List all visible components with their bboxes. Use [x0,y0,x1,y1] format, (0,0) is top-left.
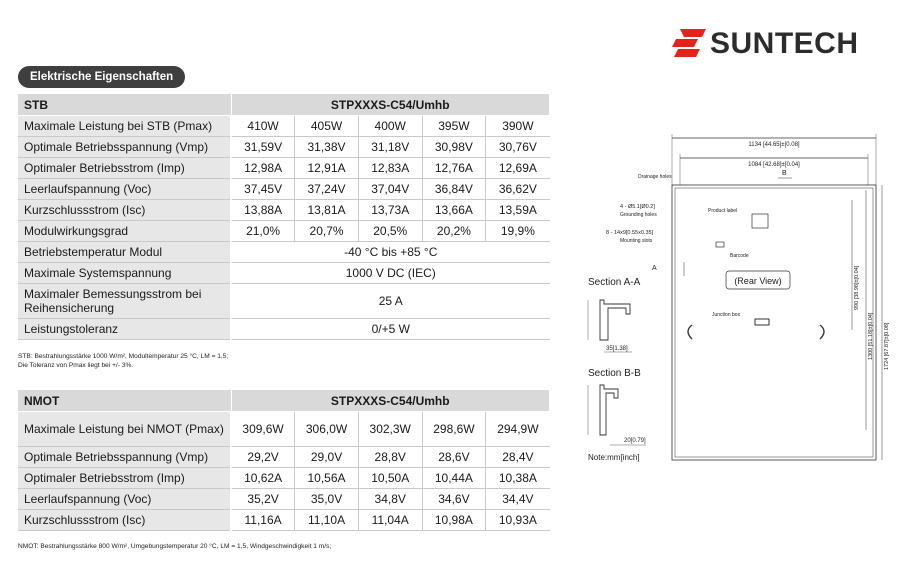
dim-width-outer: 1134 [44.65]±[0.08] [748,142,800,148]
table-row [18,510,550,531]
stc-header-row [18,94,550,116]
row-value: 13,66A [422,200,486,221]
row-value: 35,0V [295,489,359,510]
row-value: 31,18V [358,137,422,158]
unit-note: Note:mm[inch] [588,453,640,462]
row-value: 30,76V [486,137,550,158]
row-value: 37,45V [231,179,295,200]
row-value: 309,6W [231,412,295,447]
row-value: 302,3W [358,412,422,447]
row-value: 21,0% [231,221,295,242]
nmot-header-row [18,390,550,412]
row-label: Optimaler Betriebsstrom (Imp) [18,468,231,489]
row-value: 11,10A [295,510,359,531]
row-label: Leistungstoleranz [18,319,231,340]
row-value: 19,9% [486,221,550,242]
row-value: 13,81A [295,200,359,221]
nmot-model-name: STPXXXS-C54/Umhb [231,390,550,412]
module-frame-inner [675,188,873,457]
row-value: 13,73A [358,200,422,221]
row-value: 12,83A [358,158,422,179]
row-value: 28,8V [358,447,422,468]
product-label-label: Product label [708,208,738,214]
row-value: 13,88A [231,200,295,221]
row-label: Kurzschlussstrom (Isc) [18,200,231,221]
row-value: 11,04A [358,510,422,531]
row-label: Maximale Systemspannung [18,263,231,284]
row-value: 11,16A [231,510,295,531]
row-value: 34,6V [422,489,486,510]
row-label: Leerlaufspannung (Voc) [18,489,231,510]
row-label: Modulwirkungsgrad [18,221,231,242]
table-row [18,179,550,200]
row-value: 20,7% [295,221,359,242]
row-value: 29,0V [295,447,359,468]
row-value: 31,59V [231,137,295,158]
row-value: 10,62A [231,468,295,489]
dim-width-inner: 1084 [42.68]±[0.04] [748,162,800,168]
table-row [18,489,550,510]
grounding-holes-dim: 4 - Ø5.1[Ø0.2] [620,204,655,210]
table-row [18,200,550,221]
table-row [18,158,550,179]
table-row [18,447,550,468]
row-label: Maximale Leistung bei NMOT (Pmax) [18,412,231,447]
stc-note [18,352,228,370]
row-label: Kurzschlussstrom (Isc) [18,510,231,531]
nmot-note: NMOT: Bestrahlungsstärke 800 W/m², Umgebungstemperatur 20 °C, LM = 1,5, Windgeschwindigkeit 1 m/s; [18,543,332,550]
module-dimension-drawing [580,130,900,465]
row-value: 36,62V [486,179,550,200]
junction-box-label: Junction box [712,312,741,318]
dim-1300: 1300 [51.18]±[0.04] [868,312,874,360]
row-value: 29,2V [231,447,295,468]
stc-note-line-2: Die Toleranz von Pmax liegt bei +/- 3%. [18,362,134,369]
section-aa-dim: 35[1.38] [606,346,628,352]
section-title: Elektrische Eigenschaften [18,66,185,88]
row-value: 28,6V [422,447,486,468]
table-row [18,116,550,137]
section-marker-a: A [652,265,657,272]
row-value: 10,56A [295,468,359,489]
row-value: 28,4V [486,447,550,468]
row-value: 10,50A [358,468,422,489]
module-frame-outline [672,185,876,460]
row-label: Betriebstemperatur Modul [18,242,231,263]
mounting-slots-label: Mounting slots [620,238,653,244]
row-value: 20,5% [358,221,422,242]
row-label: Maximale Leistung bei STB (Pmax) [18,116,231,137]
row-label: Optimale Betriebsspannung (Vmp) [18,447,231,468]
nmot-header-label: NMOT [18,390,231,412]
row-value: 34,4V [486,489,550,510]
section-bb-dim: 20[0.79] [624,438,646,444]
stc-header-label: STB [18,94,231,116]
row-value: 12,98A [231,158,295,179]
table-row [18,468,550,489]
section-marker-b: B [782,170,787,177]
row-value: 395W [422,116,486,137]
row-value: 1000 V DC (IEC) [231,263,550,284]
row-value: 12,69A [486,158,550,179]
stc-note-line-1: STB: Bestrahlungsstärke 1000 W/m², Modultemperatur 25 °C, LM = 1,5; [18,353,229,360]
table-row [18,242,550,263]
stc-table [18,94,550,340]
mounting-slots-dim: 8 - 14x9[0.55x0.35] [606,230,654,236]
row-value: -40 °C bis +85 °C [231,242,550,263]
row-value: 12,91A [295,158,359,179]
row-value: 10,98A [422,510,486,531]
row-value: 410W [231,116,295,137]
row-value: 35,2V [231,489,295,510]
row-value: 20,2% [422,221,486,242]
row-label: Optimale Betriebsspannung (Vmp) [18,137,231,158]
nmot-table [18,390,550,531]
row-value: 37,04V [358,179,422,200]
table-row [18,412,550,447]
row-value: 298,6W [422,412,486,447]
row-label: Maximaler Bemessungsstrom bei Reihensicherung [18,284,231,319]
row-value: 10,93A [486,510,550,531]
row-value: 306,0W [295,412,359,447]
brand-name: SUNTECH [710,27,859,60]
table-row [18,284,550,319]
section-aa-label: Section A-A [588,277,641,288]
row-label: Leerlaufspannung (Voc) [18,179,231,200]
table-row [18,137,550,158]
barcode-label: Barcode [730,253,749,259]
row-value: 405W [295,116,359,137]
row-label: Optimaler Betriebsstrom (Imp) [18,158,231,179]
drainage-holes-label: Drainage holes [638,174,672,180]
row-value: 390W [486,116,550,137]
section-bb-label: Section B-B [588,368,641,379]
dim-1724: 1724 [67.87]±[0.08] [884,322,890,370]
row-value: 294,9W [486,412,550,447]
row-value: 0/+5 W [231,319,550,340]
row-value: 36,84V [422,179,486,200]
table-row [18,263,550,284]
table-row [18,221,550,242]
row-value: 10,44A [422,468,486,489]
suntech-logo [672,27,872,63]
row-value: 12,76A [422,158,486,179]
row-value: 30,98V [422,137,486,158]
stc-model-name: STPXXXS-C54/Umhb [231,94,550,116]
grounding-holes-label: Grounding holes [620,212,657,218]
row-value: 34,8V [358,489,422,510]
row-value: 37,24V [295,179,359,200]
rear-view-label: (Rear View) [734,276,782,286]
row-value: 31,38V [295,137,359,158]
dim-990: 990 [38.98]±[0.04] [854,265,860,310]
row-value: 25 A [231,284,550,319]
row-value: 400W [358,116,422,137]
row-value: 10,38A [486,468,550,489]
suntech-logo-mark-icon [672,29,706,57]
table-row [18,319,550,340]
row-value: 13,59A [486,200,550,221]
